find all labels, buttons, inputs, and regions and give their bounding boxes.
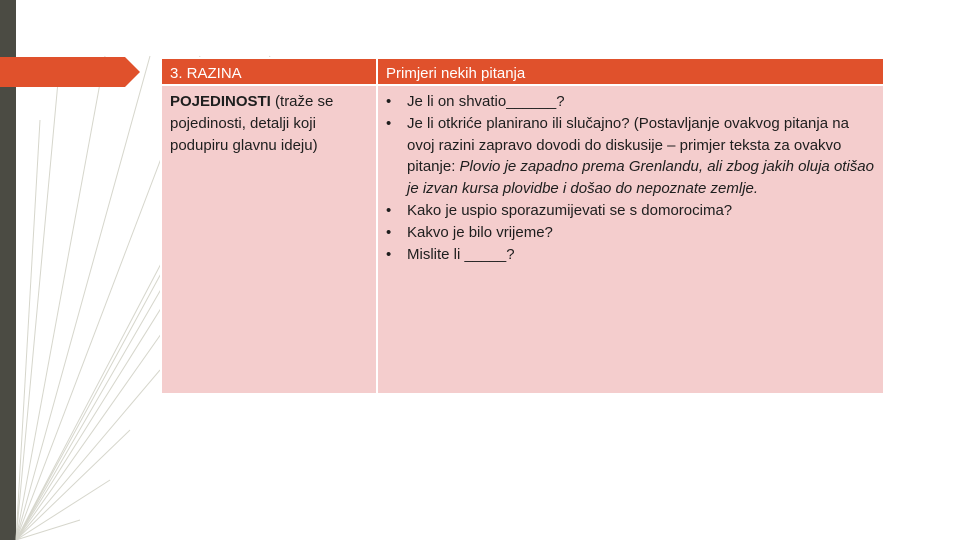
bullet-icon: • — [386, 93, 392, 110]
question-text: Mislite li _____? — [407, 245, 515, 263]
header-cell-examples — [377, 58, 884, 85]
question-text: Je li on shvatio______? — [407, 93, 565, 110]
details-title: POJEDINOSTI — [170, 93, 271, 110]
bullet-icon: • — [386, 201, 392, 219]
question-text: Je li otkriće planirano ili slučajno? (Postavljanje ovakvog pitanja na ovoj razini zapravo dovodi do diskusije – primjer teksta za ovakvo pitanje: — [407, 114, 849, 176]
header-examples-text: Primjeri nekih pitanja — [386, 65, 526, 82]
question-list — [384, 91, 877, 265]
bullet-icon: • — [386, 245, 392, 263]
list-item — [384, 200, 877, 222]
accent-tab — [0, 57, 140, 87]
questions-cell — [377, 85, 884, 394]
content-table — [160, 57, 885, 395]
details-description: (traže se pojedinosti, detalji koji podupiru glavnu ideju) — [170, 93, 334, 154]
list-item — [384, 222, 877, 244]
table-body-row — [161, 85, 884, 394]
bullet-icon: • — [386, 223, 392, 241]
list-item — [384, 91, 877, 113]
list-item — [384, 113, 877, 200]
question-text: Kako je uspio sporazumijevati se s domorocima? — [407, 201, 733, 219]
question-text: Kakvo je bilo vrijeme? — [407, 223, 553, 241]
bullet-icon: • — [386, 114, 392, 132]
example-text: Plovio je zapadno prema Grenlandu, ali zbog jakih oluja otišao je izvan kursa plovidbe i došao do nepoznate zemlje. — [407, 158, 874, 198]
list-item — [384, 244, 877, 266]
header-cell-level — [161, 58, 377, 85]
details-cell — [161, 85, 377, 394]
header-level-text: 3. RAZINA — [170, 65, 242, 82]
table-header-row — [161, 58, 884, 85]
